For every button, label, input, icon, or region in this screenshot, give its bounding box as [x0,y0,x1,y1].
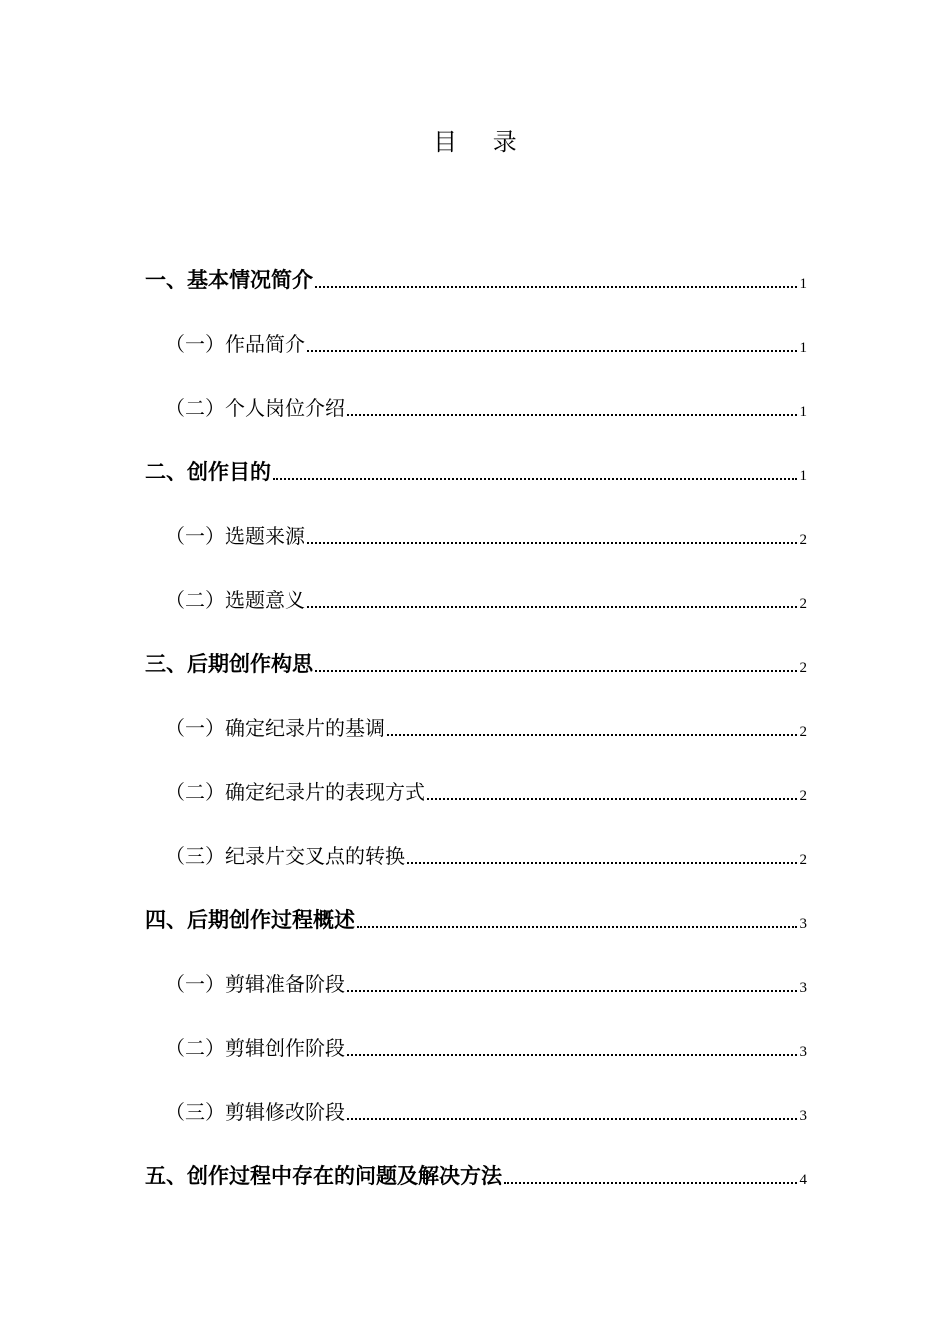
toc-leader-dots [273,478,797,480]
toc-entry[interactable] [145,952,807,1016]
toc-leader-dots [407,862,797,864]
toc-page-number: 2 [799,788,807,804]
toc-leader-dots [307,606,797,608]
toc-list [145,248,807,1208]
toc-leader-dots [307,542,797,544]
toc-entry-text: （一）确定纪录片的基调 [165,716,385,740]
toc-page-number: 3 [799,980,807,996]
toc-entry[interactable] [145,1144,807,1208]
toc-leader-dots [347,414,797,416]
toc-page-number: 2 [799,596,807,612]
toc-entry-text: （三）剪辑修改阶段 [165,1100,345,1124]
toc-leader-dots [315,286,797,288]
toc-page-number: 1 [799,404,807,420]
toc-page-number: 2 [799,660,807,676]
toc-page-number: 1 [799,276,807,292]
toc-entry[interactable] [145,888,807,952]
toc-leader-dots [427,798,797,800]
toc-entry-text: 四、后期创作过程概述 [145,908,355,932]
toc-entry[interactable] [145,312,807,376]
toc-leader-dots [347,990,797,992]
toc-entry[interactable] [145,760,807,824]
toc-entry-text: （二）剪辑创作阶段 [165,1036,345,1060]
toc-page-number: 2 [799,852,807,868]
toc-entry-text: （三）纪录片交叉点的转换 [165,844,405,868]
toc-page-number: 2 [799,724,807,740]
toc-page-number: 3 [799,916,807,932]
toc-entry[interactable] [145,1080,807,1144]
toc-page-number: 3 [799,1108,807,1124]
toc-leader-dots [347,1118,797,1120]
toc-entry[interactable] [145,440,807,504]
toc-entry[interactable] [145,568,807,632]
toc-entry[interactable] [145,696,807,760]
toc-leader-dots [387,734,797,736]
toc-entry[interactable] [145,1016,807,1080]
toc-entry-text: 三、后期创作构思 [145,652,313,676]
toc-entry-text: 二、创作目的 [145,460,271,484]
toc-leader-dots [357,926,797,928]
toc-page-number: 1 [799,468,807,484]
toc-entry-text: （二）确定纪录片的表现方式 [165,780,425,804]
toc-entry[interactable] [145,504,807,568]
toc-page-number: 2 [799,532,807,548]
toc-entry[interactable] [145,248,807,312]
toc-entry-text: （一）选题来源 [165,524,305,548]
toc-entry-text: 五、创作过程中存在的问题及解决方法 [145,1164,502,1188]
toc-entry[interactable] [145,824,807,888]
toc-page-number: 3 [799,1044,807,1060]
toc-page-number: 4 [799,1172,807,1188]
toc-entry-text: （二）个人岗位介绍 [165,396,345,420]
toc-entry[interactable] [145,376,807,440]
toc-entry-text: （二）选题意义 [165,588,305,612]
toc-entry-text: （一）作品简介 [165,332,305,356]
toc-leader-dots [315,670,797,672]
toc-leader-dots [307,350,797,352]
toc-title: 目 录 [433,128,531,156]
toc-entry-text: （一）剪辑准备阶段 [165,972,345,996]
toc-leader-dots [347,1054,797,1056]
toc-entry-text: 一、基本情况简介 [145,268,313,292]
toc-entry[interactable] [145,632,807,696]
toc-leader-dots [504,1182,797,1184]
toc-page-number: 1 [799,340,807,356]
